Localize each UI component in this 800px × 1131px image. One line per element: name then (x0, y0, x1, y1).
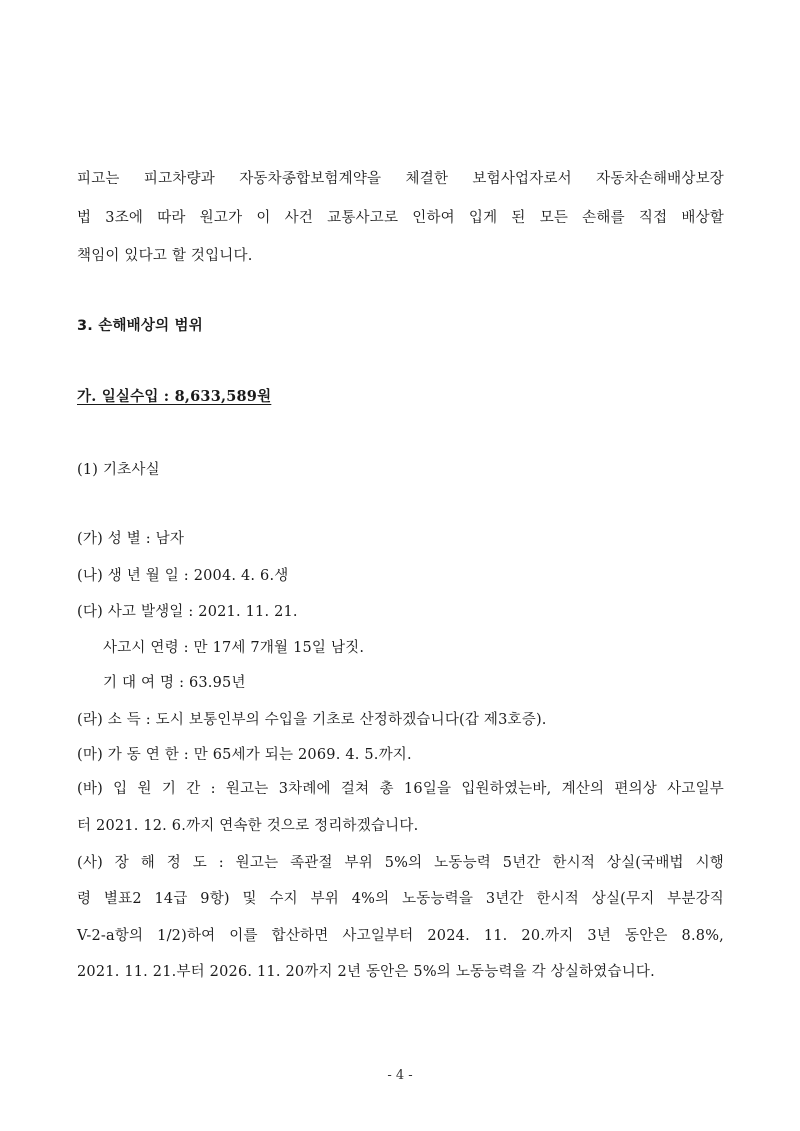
intro-paragraph-line-2: 법 3조에 따라 원고가 이 사건 교통사고로 인하여 입게 된 모든 손해를 직접 배상할 (77, 210, 724, 226)
item-disability-line-4: 2021. 11. 21.부터 2026. 11. 20까지 2년 동안은 5%의 노동능력을 각 상실하였습니다. (77, 964, 655, 980)
item-accident-age: 사고시 연령 : 만 17세 7개월 15일 남짓. (103, 640, 365, 656)
item-gender: (가) 성 별 : 남자 (77, 531, 185, 547)
page-number: - 4 - (387, 1068, 413, 1083)
item-hospitalization-line-1: (바) 입 원 기 간 : 원고는 3차례에 걸쳐 총 16일을 입원하였는바, 계산의 편의상 사고일부 (77, 781, 724, 797)
section-3-heading: 3. 손해배상의 범위 (77, 318, 203, 334)
item-income: (라) 소 득 : 도시 보통인부의 수입을 기초로 산정하겠습니다(갑 제3호증). (77, 712, 547, 728)
item-birthdate: (나) 생 년 월 일 : 2004. 4. 6.생 (77, 568, 289, 584)
intro-paragraph-line-3: 책임이 있다고 할 것입니다. (77, 248, 253, 264)
basic-facts-heading: (1) 기초사실 (77, 462, 160, 478)
item-life-expectancy: 기 대 여 명 : 63.95년 (103, 675, 246, 691)
item-hospitalization-line-2: 터 2021. 12. 6.까지 연속한 것으로 정리하겠습니다. (77, 818, 419, 834)
item-disability-line-1: (사) 장 해 정 도 : 원고는 족관절 부위 5%의 노동능력 5년간 한시적 상실(국배법 시행 (77, 855, 724, 871)
item-working-age-limit: (마) 가 동 연 한 : 만 65세가 되는 2069. 4. 5.까지. (77, 747, 412, 763)
item-disability-line-2: 령 별표2 14급 9항) 및 수지 부위 4%의 노동능력을 3년간 한시적 상실(무지 부분강직 (77, 891, 724, 907)
item-disability-line-3: V-2-a항의 1/2)하여 이를 합산하면 사고일부터 2024. 11. 20.까지 3년 동안은 8.8%, (77, 928, 724, 944)
intro-paragraph-line-1: 피고는 피고차량과 자동차종합보험계약을 체결한 보험사업자로서 자동차손해배상보장 (77, 171, 724, 187)
subsection-lost-income-heading: 가. 일실수입 : 8,633,589원 (77, 388, 272, 405)
item-accident-date: (다) 사고 발생일 : 2021. 11. 21. (77, 604, 298, 620)
